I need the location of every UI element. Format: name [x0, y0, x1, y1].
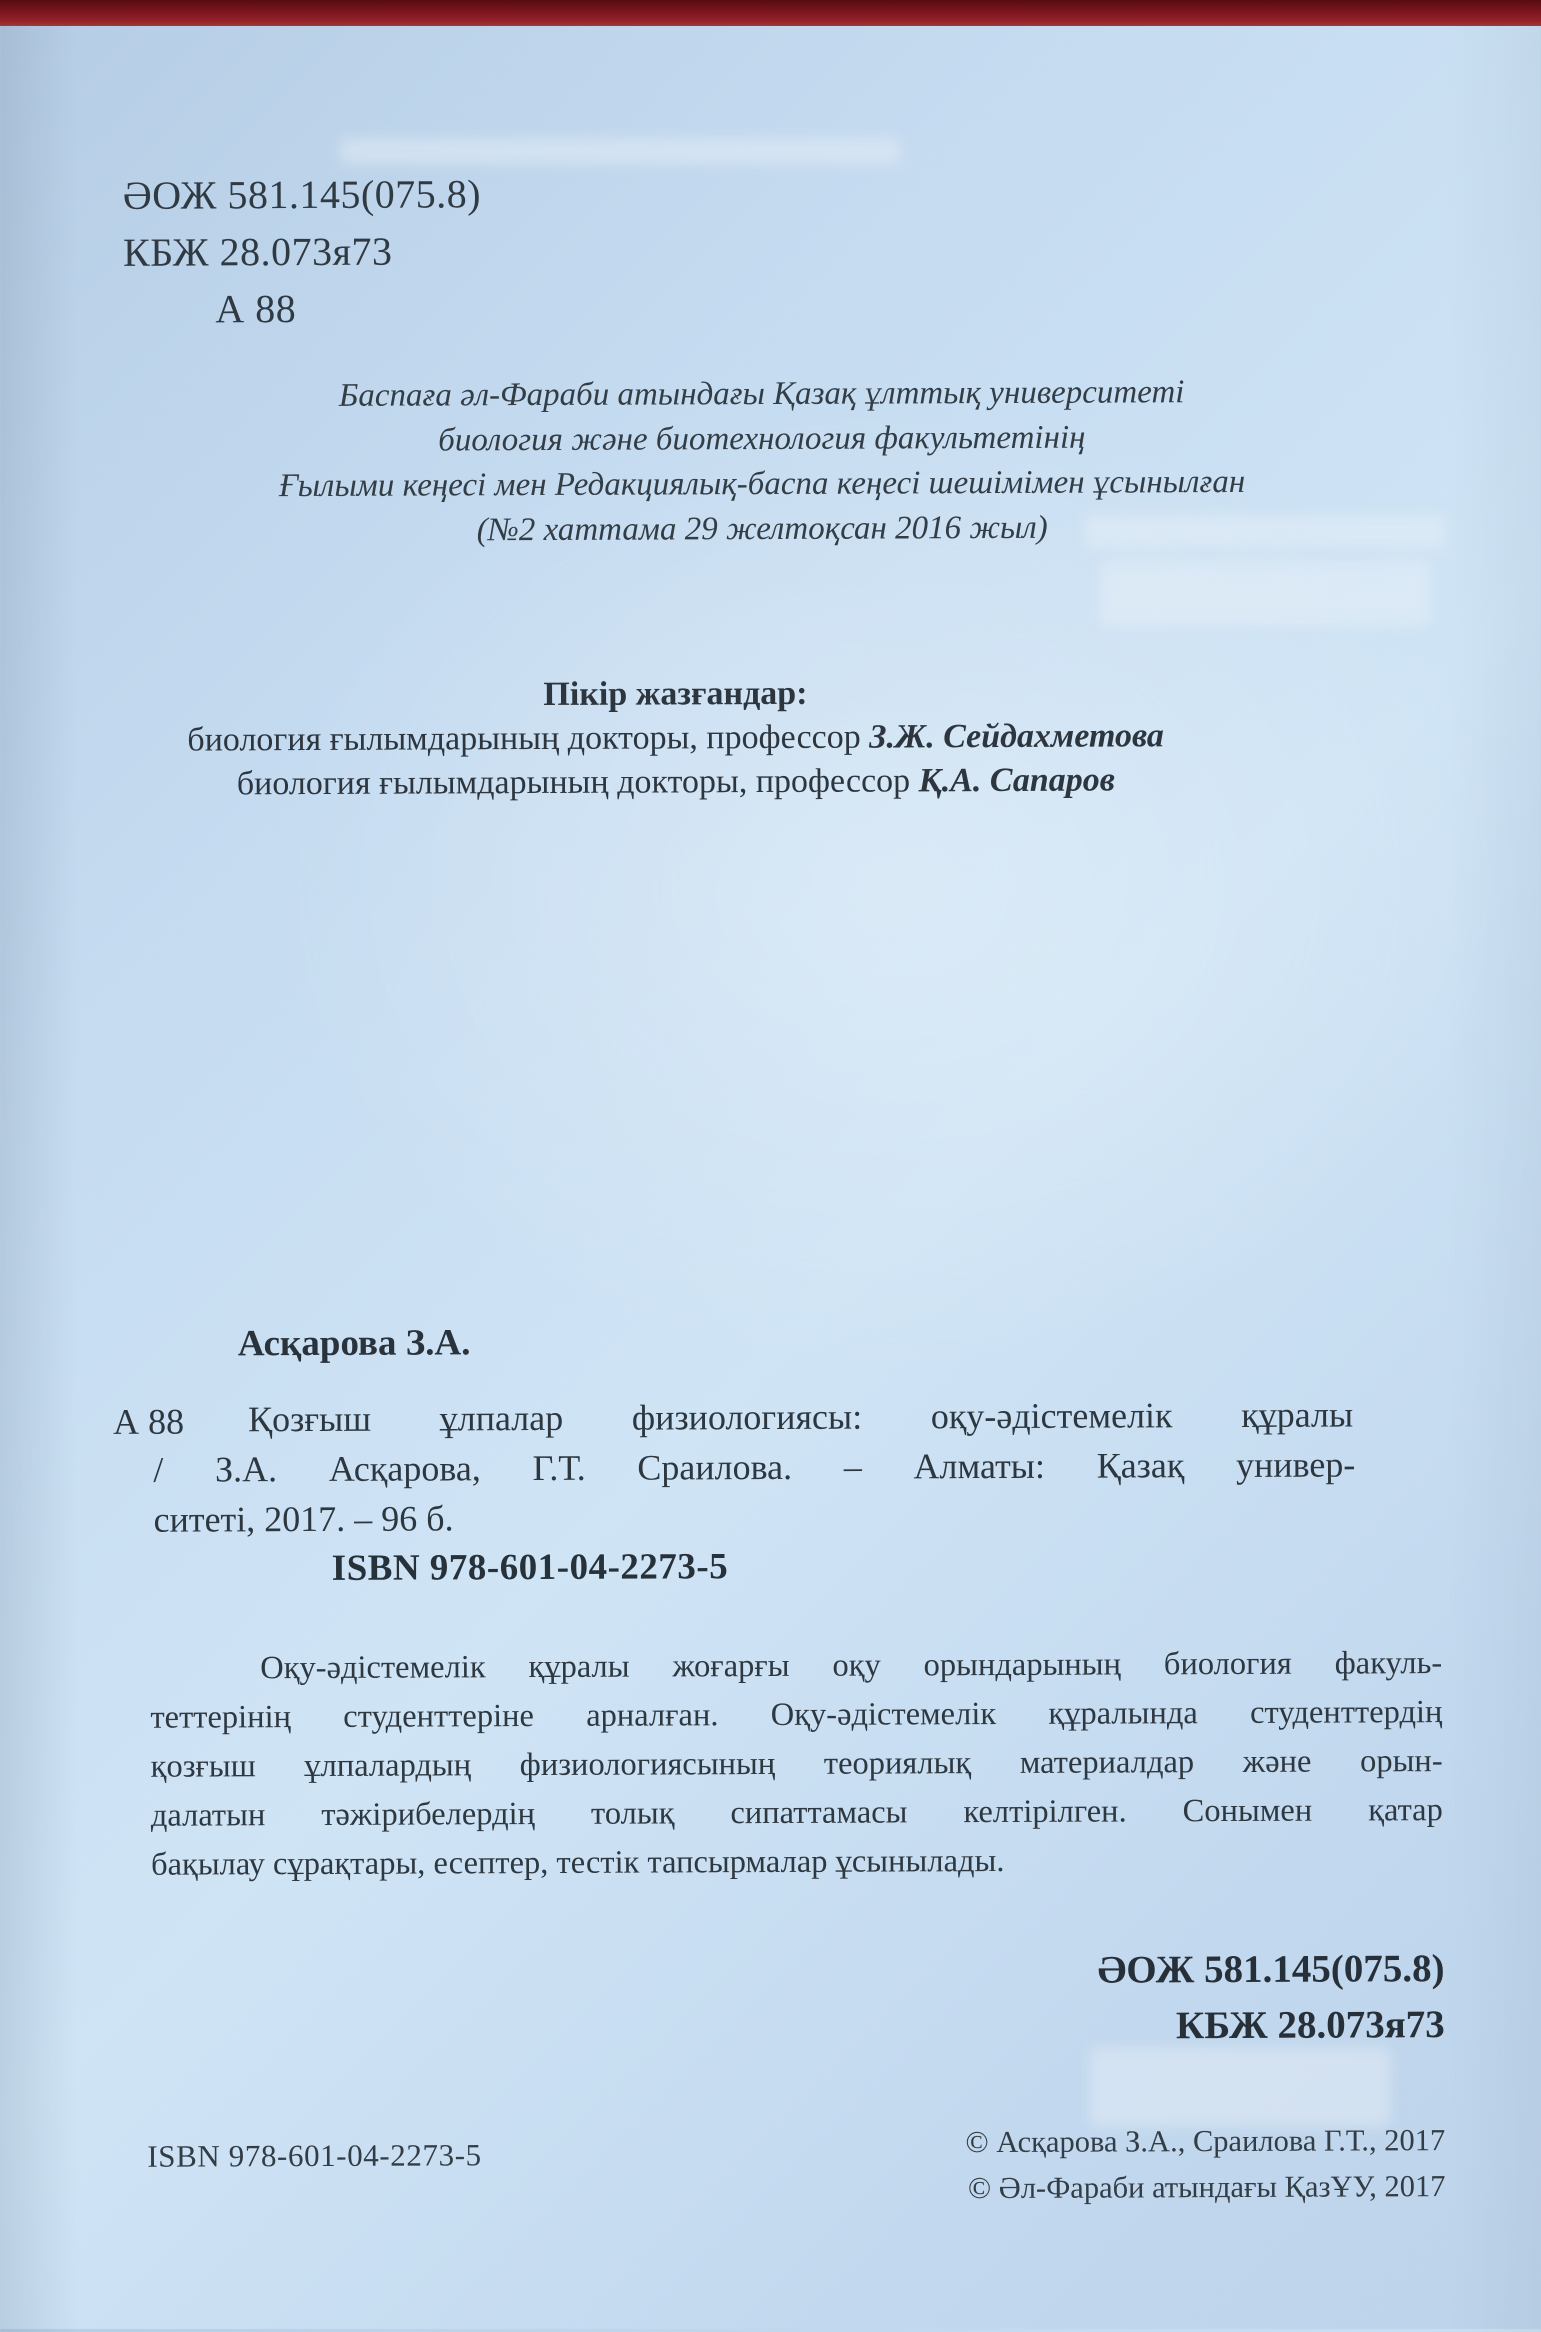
- annotation-paragraph: [150, 1639, 1443, 1890]
- reviewer-line: [0, 713, 1353, 763]
- approval-line: Ғылыми кеңесі мен Редакциялық-баспа кеңесі шешімімен ұсынылған: [278, 463, 1246, 505]
- approval-statement: [0, 369, 1527, 556]
- copyright-university: © Әл-Фараби атындағы ҚазҰУ, 2017: [967, 2169, 1446, 2206]
- udc-code: ӘОЖ 581.145(075.8): [1097, 1947, 1445, 1992]
- isbn-primary: ISBN 978-601-04-2273-5: [331, 1546, 729, 1589]
- reviewer-name: З.Ж. Сейдахметова: [869, 717, 1164, 756]
- udc-code: ӘОЖ 581.145(075.8): [122, 171, 482, 218]
- annotation-line: теттерінің студенттеріне арналған. Оқу-әдістемелік құралында студенттердің: [150, 1694, 1443, 1736]
- copyright-authors: © Асқарова З.А., Сраилова Г.Т., 2017: [965, 2123, 1446, 2160]
- classification-block-top: [123, 165, 482, 338]
- isbn-footer: ISBN 978-601-04-2273-5: [147, 2137, 482, 2174]
- catalog-card-imprint: / З.А. Асқарова, Г.Т. Сраилова. – Алматы: Қазақ универ-: [153, 1444, 1356, 1490]
- approval-line: Баспаға әл-Фараби атындағы Қазақ ұлттық университеті: [338, 374, 1185, 414]
- catalog-card-imprint: ситеті, 2017. – 96 б.: [153, 1498, 454, 1540]
- annotation-line: қозғыш ұлпалардың физиологиясының теориялық материалдар және орын-: [150, 1743, 1443, 1785]
- catalog-card-author: Асқарова З.А.: [237, 1322, 471, 1365]
- catalog-card-title: Қозғыш ұлпалар физиологиясы: оқу-әдістемелік құралы: [248, 1394, 1354, 1440]
- catalog-card: [113, 1393, 1356, 1548]
- annotation-line: Оқу-әдістемелік құралы жоғарғы оқу орындарының биология факуль-: [260, 1645, 1443, 1687]
- annotation-line: далатын тәжірибелердің толық сипаттамасы келтірілген. Сонымен қатар: [150, 1792, 1443, 1834]
- author-sign-code: А 88: [215, 286, 297, 332]
- copyright-block: [965, 2117, 1445, 2211]
- catalog-card-index: А 88: [113, 1401, 185, 1442]
- lbc-code: КБЖ 28.073я73: [1175, 2003, 1445, 2048]
- reviewer-title: биология ғылымдарының докторы, профессор: [187, 718, 870, 759]
- reviewer-name: Қ.А. Сапаров: [918, 761, 1115, 800]
- approval-line: (№2 хаттама 29 желтоқсан 2016 жыл): [476, 509, 1048, 549]
- annotation-line: бақылау сұрақтары, есептер, тестік тапсырмалар ұсынылады.: [150, 1842, 1005, 1883]
- classification-block-bottom: [1097, 1941, 1444, 2055]
- approval-line: биология және биотехнология факультетінің: [438, 419, 1086, 459]
- reviewers-block: [0, 669, 1353, 807]
- reviewer-title: биология ғылымдарының докторы, профессор: [236, 762, 919, 803]
- reviewers-heading: Пікір жазғандар:: [543, 674, 808, 713]
- lbc-code: КБЖ 28.073я73: [122, 228, 393, 275]
- reviewer-line: [0, 757, 1353, 807]
